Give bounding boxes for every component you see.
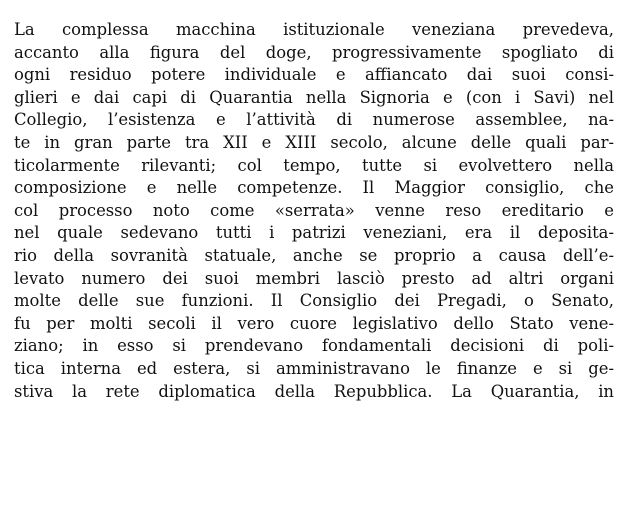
text-line: tica interna ed estera, si amministravano le finanze e si ge-: [14, 358, 614, 378]
text-line: te in gran parte tra XII e XIII secolo, alcune delle quali par-: [14, 132, 614, 152]
text-line: ziano; in esso si prendevano fondamentali decisioni di poli-: [14, 336, 614, 356]
text-paragraph: [14, 19, 614, 403]
text-line: La complessa macchina istituzionale veneziana prevedeva,: [14, 20, 614, 39]
text-line: glieri e dai capi di Quarantia nella Signoria e (con i Savi) nel: [14, 87, 614, 107]
text-line: Collegio, l’esistenza e l’attività di numerose assemblee, na-: [14, 110, 614, 130]
text-line: col processo noto come «serrata» venne reso ereditario e: [14, 200, 614, 220]
text-line: molte delle sue funzioni. Il Consiglio dei Pregadi, o Senato,: [14, 291, 614, 311]
text-line: rio della sovranità statuale, anche se proprio a causa dell’e-: [14, 245, 614, 265]
text-line: ticolarmente rilevanti; col tempo, tutte si evolvettero nella: [14, 155, 614, 175]
text-line: fu per molti secoli il vero cuore legislativo dello Stato vene-: [14, 313, 614, 333]
text-line: ogni residuo potere individuale e affiancato dai suoi consi-: [14, 65, 614, 85]
text-line: nel quale sedevano tutti i patrizi veneziani, era il deposita-: [14, 223, 614, 243]
text-line: composizione e nelle competenze. Il Maggior consiglio, che: [14, 178, 614, 198]
text-line: levato numero dei suoi membri lasciò presto ad altri organi: [14, 268, 614, 288]
text-line: stiva la rete diplomatica della Repubblica. La Quarantia, in: [14, 381, 614, 401]
text-line: accanto alla figura del doge, progressivamente spogliato di: [14, 42, 614, 62]
